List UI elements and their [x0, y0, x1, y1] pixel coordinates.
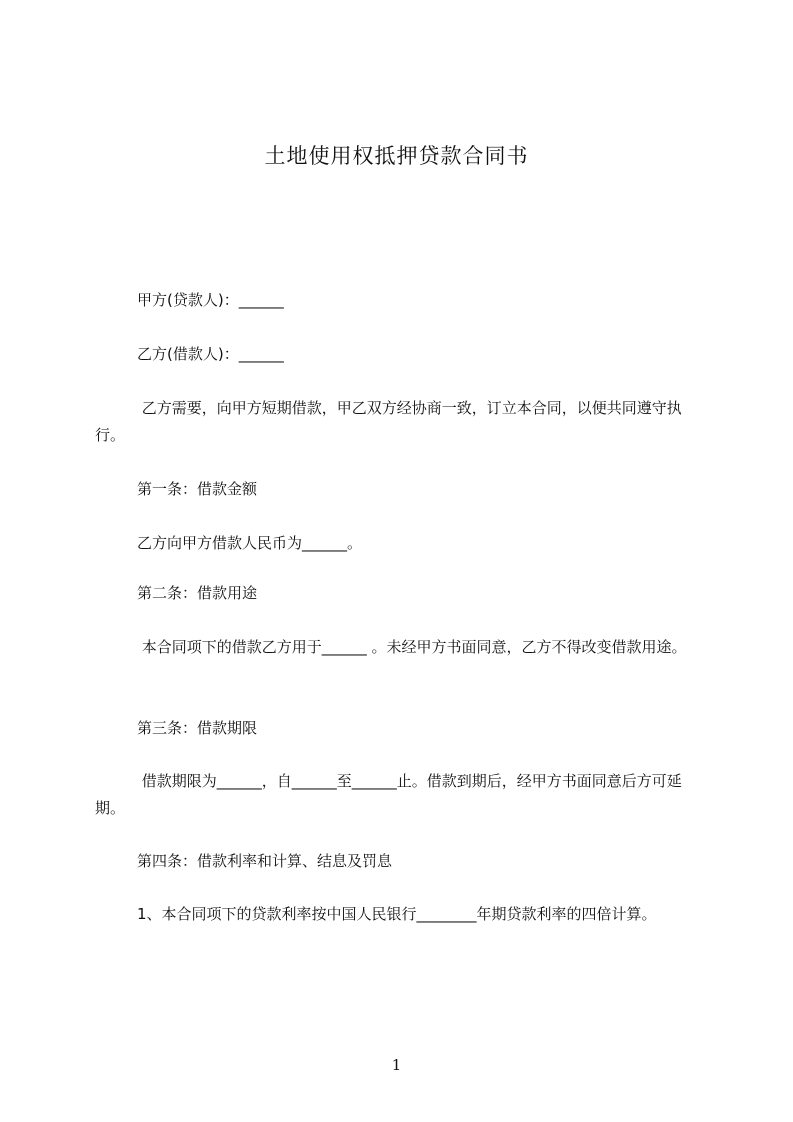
party-a-line: 甲方(贷款人)：______ — [137, 291, 284, 309]
article-2-heading: 第二条：借款用途 — [137, 584, 258, 602]
intro-paragraph: 乙方需要，向甲方短期借款，甲乙双方经协商一致，订立本合同，以便共同遵守执行。 — [95, 399, 682, 444]
page-number: 1 — [391, 1056, 402, 1074]
document-title: 土地使用权抵押贷款合同书 — [264, 144, 529, 168]
article-3-heading: 第三条：借款期限 — [137, 719, 258, 737]
article-3-body: 借款期限为______，自______至______止。借款到期后，经甲方书面同意后方可延期。 — [95, 772, 682, 817]
party-b-line: 乙方(借款人)：______ — [137, 345, 284, 363]
article-2-body: 本合同项下的借款乙方用于______ 。未经甲方书面同意，乙方不得改变借款用途。 — [137, 638, 687, 656]
article-1-body: 乙方向甲方借款人民币为______。 — [137, 534, 363, 552]
article-4-item-1: 1、本合同项下的贷款利率按中国人民银行________年期贷款利率的四倍计算。 — [137, 905, 657, 923]
article-1-heading: 第一条：借款金额 — [137, 480, 258, 498]
article-4-heading: 第四条：借款利率和计算、结息及罚息 — [137, 852, 393, 870]
